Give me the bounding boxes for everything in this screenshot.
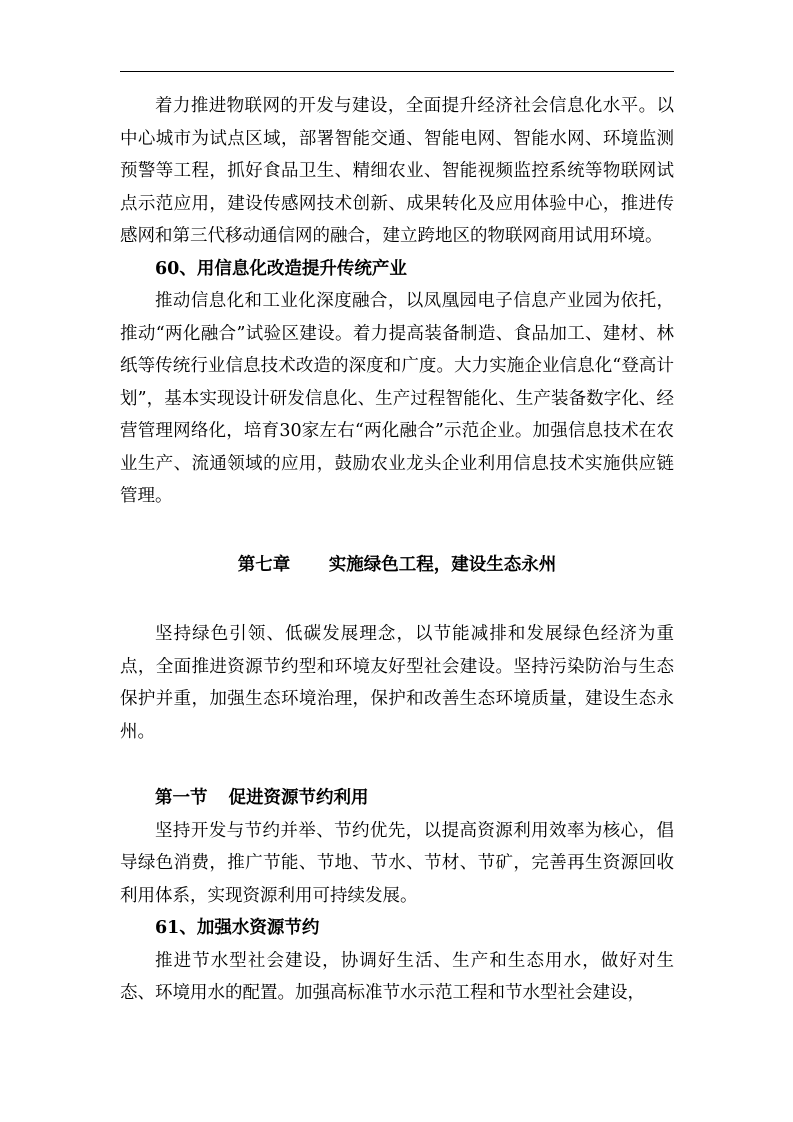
paragraph-iot: 着力推进物联网的开发与建设，全面提升经济社会信息化水平。以中心城市为试点区域，部署智能交通、智能电网、智能水网、环境监测预警等工程，抓好食品卫生、精细农业、智能视频监控系统等物联网试点示范应用，建设传感网技术创新、成果转化及应用体验中心，推进传感网和第三代移动通信网的融合，建立跨地区的物联网商用试用环境。 <box>120 96 674 246</box>
heading-60: 60、用信息化改造提升传统产业 <box>155 258 407 279</box>
paragraph-61: 推进节水型社会建设，协调好生活、生产和生态用水，做好对生态、环境用水的配置。加强高标准节水示范工程和节水型社会建设， <box>120 950 674 1003</box>
chapter-name: 实施绿色工程，建设生态永州 <box>328 554 557 575</box>
chapter-intro: 坚持绿色引领、低碳发展理念，以节能减排和发展绿色经济为重点，全面推进资源节约型和环境友好型社会建设。坚持污染防治与生态保护并重，加强生态环境治理，保护和改善生态环境质量，建设生态永州。 <box>120 624 674 742</box>
section-title <box>120 782 674 815</box>
heading-61: 61、加强水资源节约 <box>155 918 320 938</box>
document-body <box>120 90 674 1010</box>
header-rule <box>120 71 674 72</box>
section-intro: 坚持开发与节约并举、节约优先，以提高资源利用效率为核心，倡导绿色消费，推广节能、节地、节水、节材、节矿，完善再生资源回收利用体系，实现资源利用可持续发展。 <box>120 820 674 906</box>
section-number: 第一节 <box>155 788 208 808</box>
paragraph-60: 推动信息化和工业化深度融合，以凤凰园电子信息产业园为依托，推动“两化融合”试验区建设。着力提高装备制造、食品加工、建材、林纸等传统行业信息技术改造的深度和广度。大力实施企业信息化“登高计划”，基本实现设计研发信息化、生产过程智能化、生产装备数字化、经营管理网络化，培育30家左右“两化融合”示范企业。加强信息技术在农业生产、流通领域的应用，鼓励农业龙头企业利用信息技术实施供应链管理。 <box>120 291 674 506</box>
chapter-number: 第七章 <box>237 554 291 575</box>
chapter-title <box>120 549 674 582</box>
section-name: 促进资源节约利用 <box>228 788 369 808</box>
